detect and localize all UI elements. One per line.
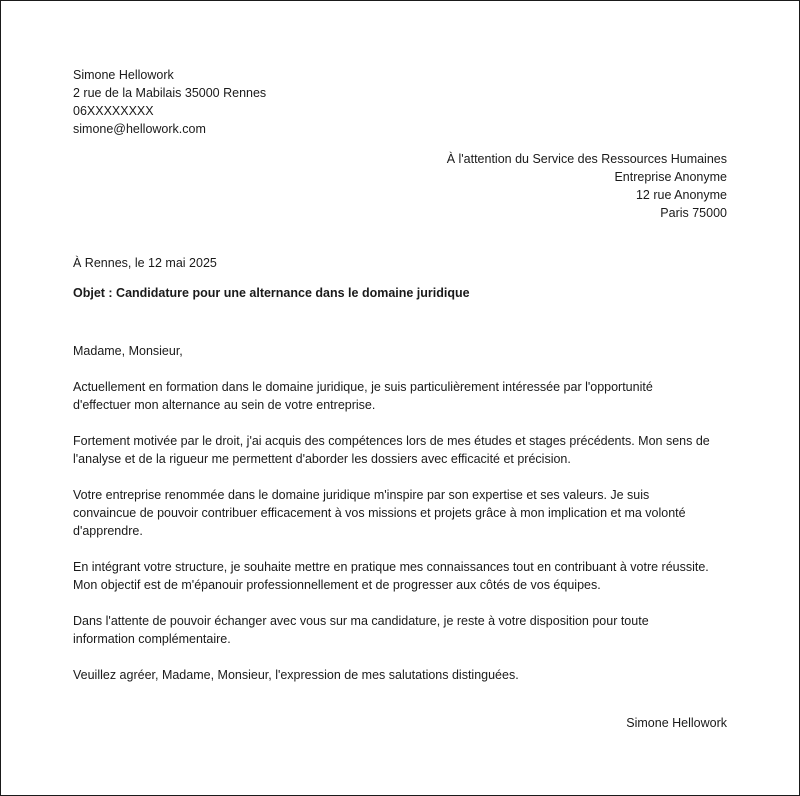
paragraph-line: Mon objectif est de m'épanouir professionnellement et de progresser aux côtés de vos équipes. (73, 578, 601, 592)
paragraph-4 (73, 558, 733, 594)
paragraph-line: information complémentaire. (73, 632, 231, 646)
recipient-block (447, 150, 727, 222)
paragraph-line: Fortement motivée par le droit, j'ai acquis des compétences lors de mes études et stages précédents. Mon sens de (73, 434, 710, 448)
recipient-city: Paris 75000 (660, 206, 727, 220)
letter-body (73, 342, 733, 702)
paragraph-line: d'effectuer mon alternance au sein de votre entreprise. (73, 398, 376, 412)
date-line: À Rennes, le 12 mai 2025 (73, 256, 217, 270)
signature: Simone Hellowork (626, 716, 727, 730)
sender-phone: 06XXXXXXXX (73, 104, 154, 118)
paragraph-line: Veuillez agréer, Madame, Monsieur, l'expression de mes salutations distinguées. (73, 668, 519, 682)
paragraph-3 (73, 486, 733, 540)
paragraph-1 (73, 378, 733, 414)
recipient-street: 12 rue Anonyme (635, 188, 727, 202)
sender-block (73, 66, 266, 138)
recipient-attention: À l'attention du Service des Ressources Humaines (446, 152, 727, 166)
sender-address: 2 rue de la Mabilais 35000 Rennes (73, 86, 267, 100)
paragraph-line: l'analyse et de la rigueur me permettent d'aborder les dossiers avec efficacité et précision. (73, 452, 571, 466)
paragraph-5 (73, 612, 733, 648)
sender-name: Simone Hellowork (73, 68, 174, 82)
paragraph-line: convaincue de pouvoir contribuer efficacement à vos missions et projets grâce à mon implication et ma volonté (73, 506, 686, 520)
paragraph-2 (73, 432, 733, 468)
paragraph-line: En intégrant votre structure, je souhaite mettre en pratique mes connaissances tout en contribuant à votre réussite. (73, 560, 709, 574)
closing-formula (73, 666, 733, 684)
sender-email: simone@hellowork.com (73, 122, 206, 136)
paragraph-line: Votre entreprise renommée dans le domaine juridique m'inspire par son expertise et ses valeurs. Je suis (73, 488, 650, 502)
paragraph-line: Dans l'attente de pouvoir échanger avec vous sur ma candidature, je reste à votre disposition pour toute (73, 614, 649, 628)
salutation: Madame, Monsieur, (73, 344, 183, 358)
subject-line: Objet : Candidature pour une alternance dans le domaine juridique (73, 286, 470, 300)
recipient-company: Entreprise Anonyme (614, 170, 727, 184)
paragraph-line: d'apprendre. (73, 524, 143, 538)
paragraph-line: Actuellement en formation dans le domaine juridique, je suis particulièrement intéressée par l'opportunité (73, 380, 653, 394)
